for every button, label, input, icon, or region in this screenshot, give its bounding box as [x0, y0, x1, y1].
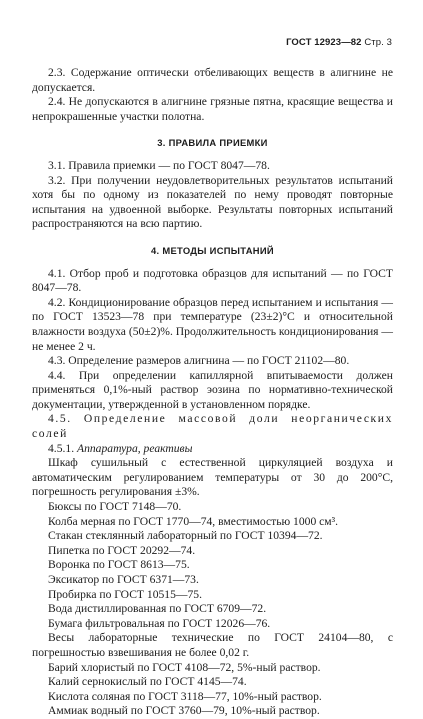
running-header	[286, 37, 392, 48]
clause-title: Аппаратура, реактивы	[77, 441, 193, 455]
paragraph-3-2: 3.2. При получении неудовлетворительных результатов испытаний хотя бы по одному из показателей по нему проводят повторные испытания на удвоенной выборке. Результаты повторных испытаний распространяются на всю партию.	[32, 173, 393, 231]
paragraph-4-3: 4.3. Определение размеров алигнина — по ГОСТ 21102—80.	[48, 354, 350, 368]
paragraph-4-1: 4.1. Отбор проб и подготовка образцов для испытаний — по ГОСТ 8047—78.	[32, 266, 393, 295]
list-item: Барий хлористый по ГОСТ 4108—72, 5%-ный раствор.	[48, 660, 321, 674]
list-item: Бумага фильтровальная по ГОСТ 12026—76.	[48, 616, 271, 630]
list-item: Эксикатор по ГОСТ 6371—73.	[48, 573, 199, 586]
list-item: Вода дистиллированная по ГОСТ 6709—72.	[48, 602, 267, 616]
paragraph-4-5: 4.5. Определение массовой доли неорганических солей	[32, 412, 393, 441]
list-item: Стакан стеклянный лабораторный по ГОСТ 10394—72.	[48, 529, 323, 543]
paragraph-3-1: 3.1. Правила приемки — по ГОСТ 8047—78.	[48, 158, 270, 172]
list-item: Весы лабораторные технические по ГОСТ 24104—80, с погрешностью взвешивания не более 0,02 г.	[32, 631, 393, 659]
list-item: Пипетка по ГОСТ 20292—74.	[48, 543, 196, 557]
list-item: Бюксы по ГОСТ 7148—70.	[48, 500, 182, 514]
paragraph-4-4: 4.4. При определении капиллярной впитываемости должен применяться 0,1%-ный раствор эозина по нормативно-технической документации, утвержденной в установленном порядке.	[32, 368, 393, 411]
paragraph-2-3: 2.3. Содержание оптически отбеливающих веществ в алигнине не допускается.	[32, 66, 393, 94]
paragraph-4-2: 4.2. Кондиционирование образцов перед испытанием и испытания — по ГОСТ 13523—78 при температуре (23±2)°С и относительной влажности воздуха (50±2)%. Продолжительность кондиционирования — не менее 2 ч.	[32, 295, 393, 353]
section-3-heading: 3. ПРАВИЛА ПРИЕМКИ	[157, 137, 268, 149]
list-item: Кислота соляная по ГОСТ 3118—77, 10%-ный раствор.	[48, 689, 322, 703]
list-item: Шкаф сушильный с естественной циркуляцией воздуха и автоматическим регулированием температуры от 30 до 200°С, погрешность регулирования ±3%.	[32, 456, 393, 499]
list-item: Аммиак водный по ГОСТ 3760—79, 10%-ный раствор.	[48, 704, 320, 718]
paragraph-2-4: 2.4. Не допускаются в алигнине грязные пятна, красящие вещества и непрокрашенные участки полотна.	[32, 95, 393, 123]
list-item: Пробирка по ГОСТ 10515—75.	[48, 587, 202, 601]
page-number: Стр. 3	[364, 37, 392, 48]
section-4-heading: 4. МЕТОДЫ ИСПЫТАНИЙ	[151, 244, 274, 256]
list-item: Воронка по ГОСТ 8613—75.	[48, 558, 190, 572]
equipment-list	[32, 456, 393, 719]
list-item: Калий сернокислый по ГОСТ 4145—74.	[48, 675, 247, 689]
clause-number: 4.5.1.	[48, 441, 75, 455]
list-item: Колба мерная по ГОСТ 1770—74, вместимостью 1000 см³.	[48, 514, 338, 528]
standard-number: ГОСТ 12923—82	[286, 37, 362, 48]
paragraph-4-5-1	[32, 442, 393, 457]
document-body	[32, 66, 393, 719]
